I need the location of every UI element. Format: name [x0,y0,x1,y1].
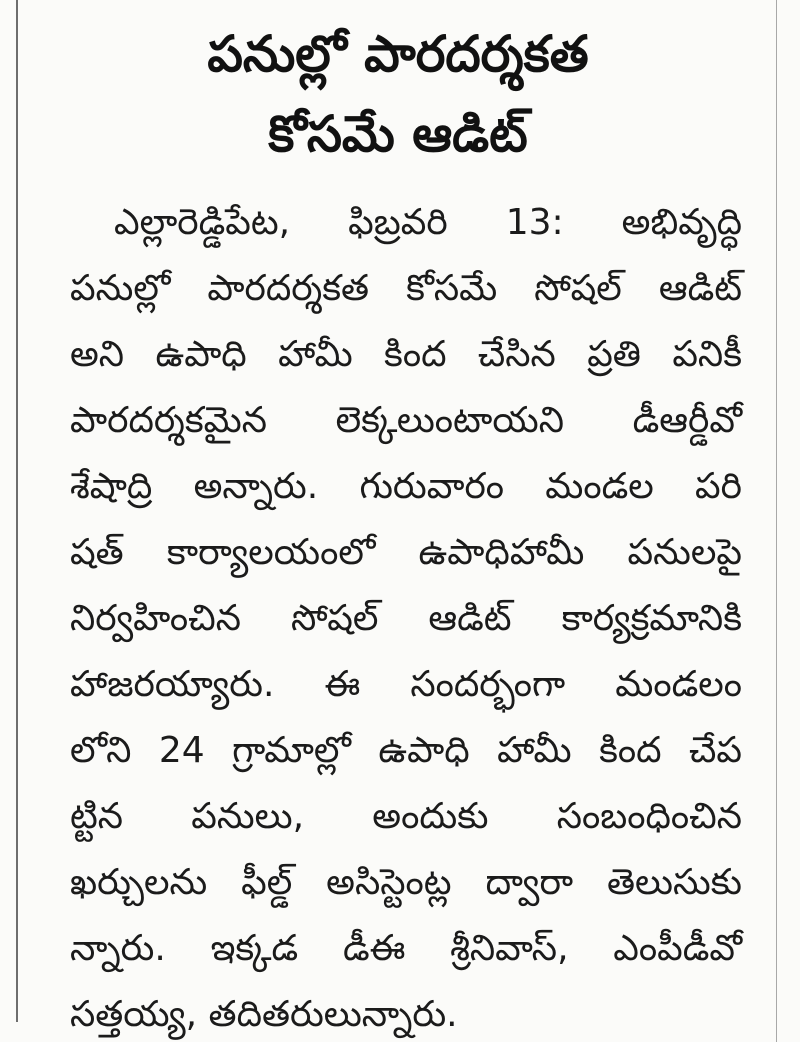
headline-line-2: కోసమే ఆడిట్ [268,105,528,163]
column-rule-right [776,0,777,1042]
body-line: ఖర్చులను ఫీల్డ్ అసిస్టెంట్ల ద్వారా తెలుసుకు [70,862,742,903]
body-line: అని ఉపాధి హామీ కింద చేసిన ప్రతి పనికీ [70,334,742,375]
article-headline [20,14,776,174]
body-line: సత్తయ్య, తదితరులున్నారు. [70,994,458,1035]
body-line: హాజరయ్యారు. ఈ సందర్భంగా మండలం [70,664,742,705]
headline-line-1: పనుల్లో పారదర్శకత [207,25,589,83]
body-line: లోని 24 గ్రామాల్లో ఉపాధి హామీ కింద చేప [70,730,742,771]
body-line: ట్టిన పనులు, అందుకు సంబంధించిన [70,796,742,837]
article-body [70,190,742,1042]
body-line: నిర్వహించిన సోషల్ ఆడిట్ కార్యక్రమానికి [70,598,742,639]
body-line: న్నారు. ఇక్కడ డీఈ శ్రీనివాస్, ఎంపీడీవో [70,928,742,969]
body-line: పనుల్లో పారదర్శకత కోసమే సోషల్ ఆడిట్ [70,268,742,309]
column-rule-left [16,0,18,1022]
body-line: ఎల్లారెడ్డిపేట, ఫిబ్రవరి 13: అభివృద్ధి [114,202,742,243]
body-line: షత్ కార్యాలయంలో ఉపాధిహామీ పనులపై [70,532,742,573]
body-line: పారదర్శకమైన లెక్కలుంటాయని డీఆర్డీవో [70,400,742,441]
body-line: శేషాద్రి అన్నారు. గురువారం మండల పరి [70,466,742,507]
